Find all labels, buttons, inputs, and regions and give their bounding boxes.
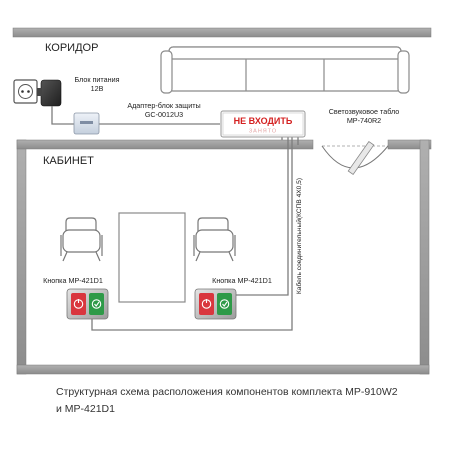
right-chair-icon xyxy=(194,218,235,261)
caption-line-1: Структурная схема расположения компонентов комплекта MP-910W2 xyxy=(56,386,398,398)
button-right-device xyxy=(195,289,236,319)
corridor-top-wall xyxy=(13,28,431,37)
corridor-label: КОРИДОР xyxy=(45,42,99,54)
light-sign-device xyxy=(221,111,305,137)
adapter-unit-icon xyxy=(74,113,99,134)
cable-label: Кабель соединительный(КСПВ 4Х0,5) xyxy=(296,177,303,295)
power-supply-icon xyxy=(37,80,61,106)
wall-socket-icon xyxy=(14,80,37,103)
office-label: КАБИНЕТ xyxy=(43,155,94,167)
door xyxy=(322,142,388,175)
button-right-label: Кнопка MP-421D1 xyxy=(212,276,272,285)
office-table xyxy=(119,213,185,302)
diagram-caption xyxy=(56,384,436,418)
sign-display-text: НЕ ВХОДИТЬ xyxy=(233,116,293,126)
button-left-label: Кнопка MP-421D1 xyxy=(43,276,103,285)
sign-display-subtext: ЗАНЯТО xyxy=(248,128,278,135)
sofa xyxy=(161,47,409,93)
sign-label: Светозвуковое табло xyxy=(328,107,400,116)
adapter-model: GC-0012U3 xyxy=(144,110,184,119)
adapter-label: Адаптер-блок защиты xyxy=(127,101,201,110)
sign-model: MP-740R2 xyxy=(346,116,382,125)
left-chair-icon xyxy=(61,218,102,261)
button-left-device xyxy=(67,289,108,319)
power-supply-voltage: 12В xyxy=(90,84,104,93)
caption-line-2: и MP-421D1 xyxy=(56,403,115,415)
office-walls xyxy=(17,140,431,374)
power-supply-label: Блок питания xyxy=(74,75,120,84)
